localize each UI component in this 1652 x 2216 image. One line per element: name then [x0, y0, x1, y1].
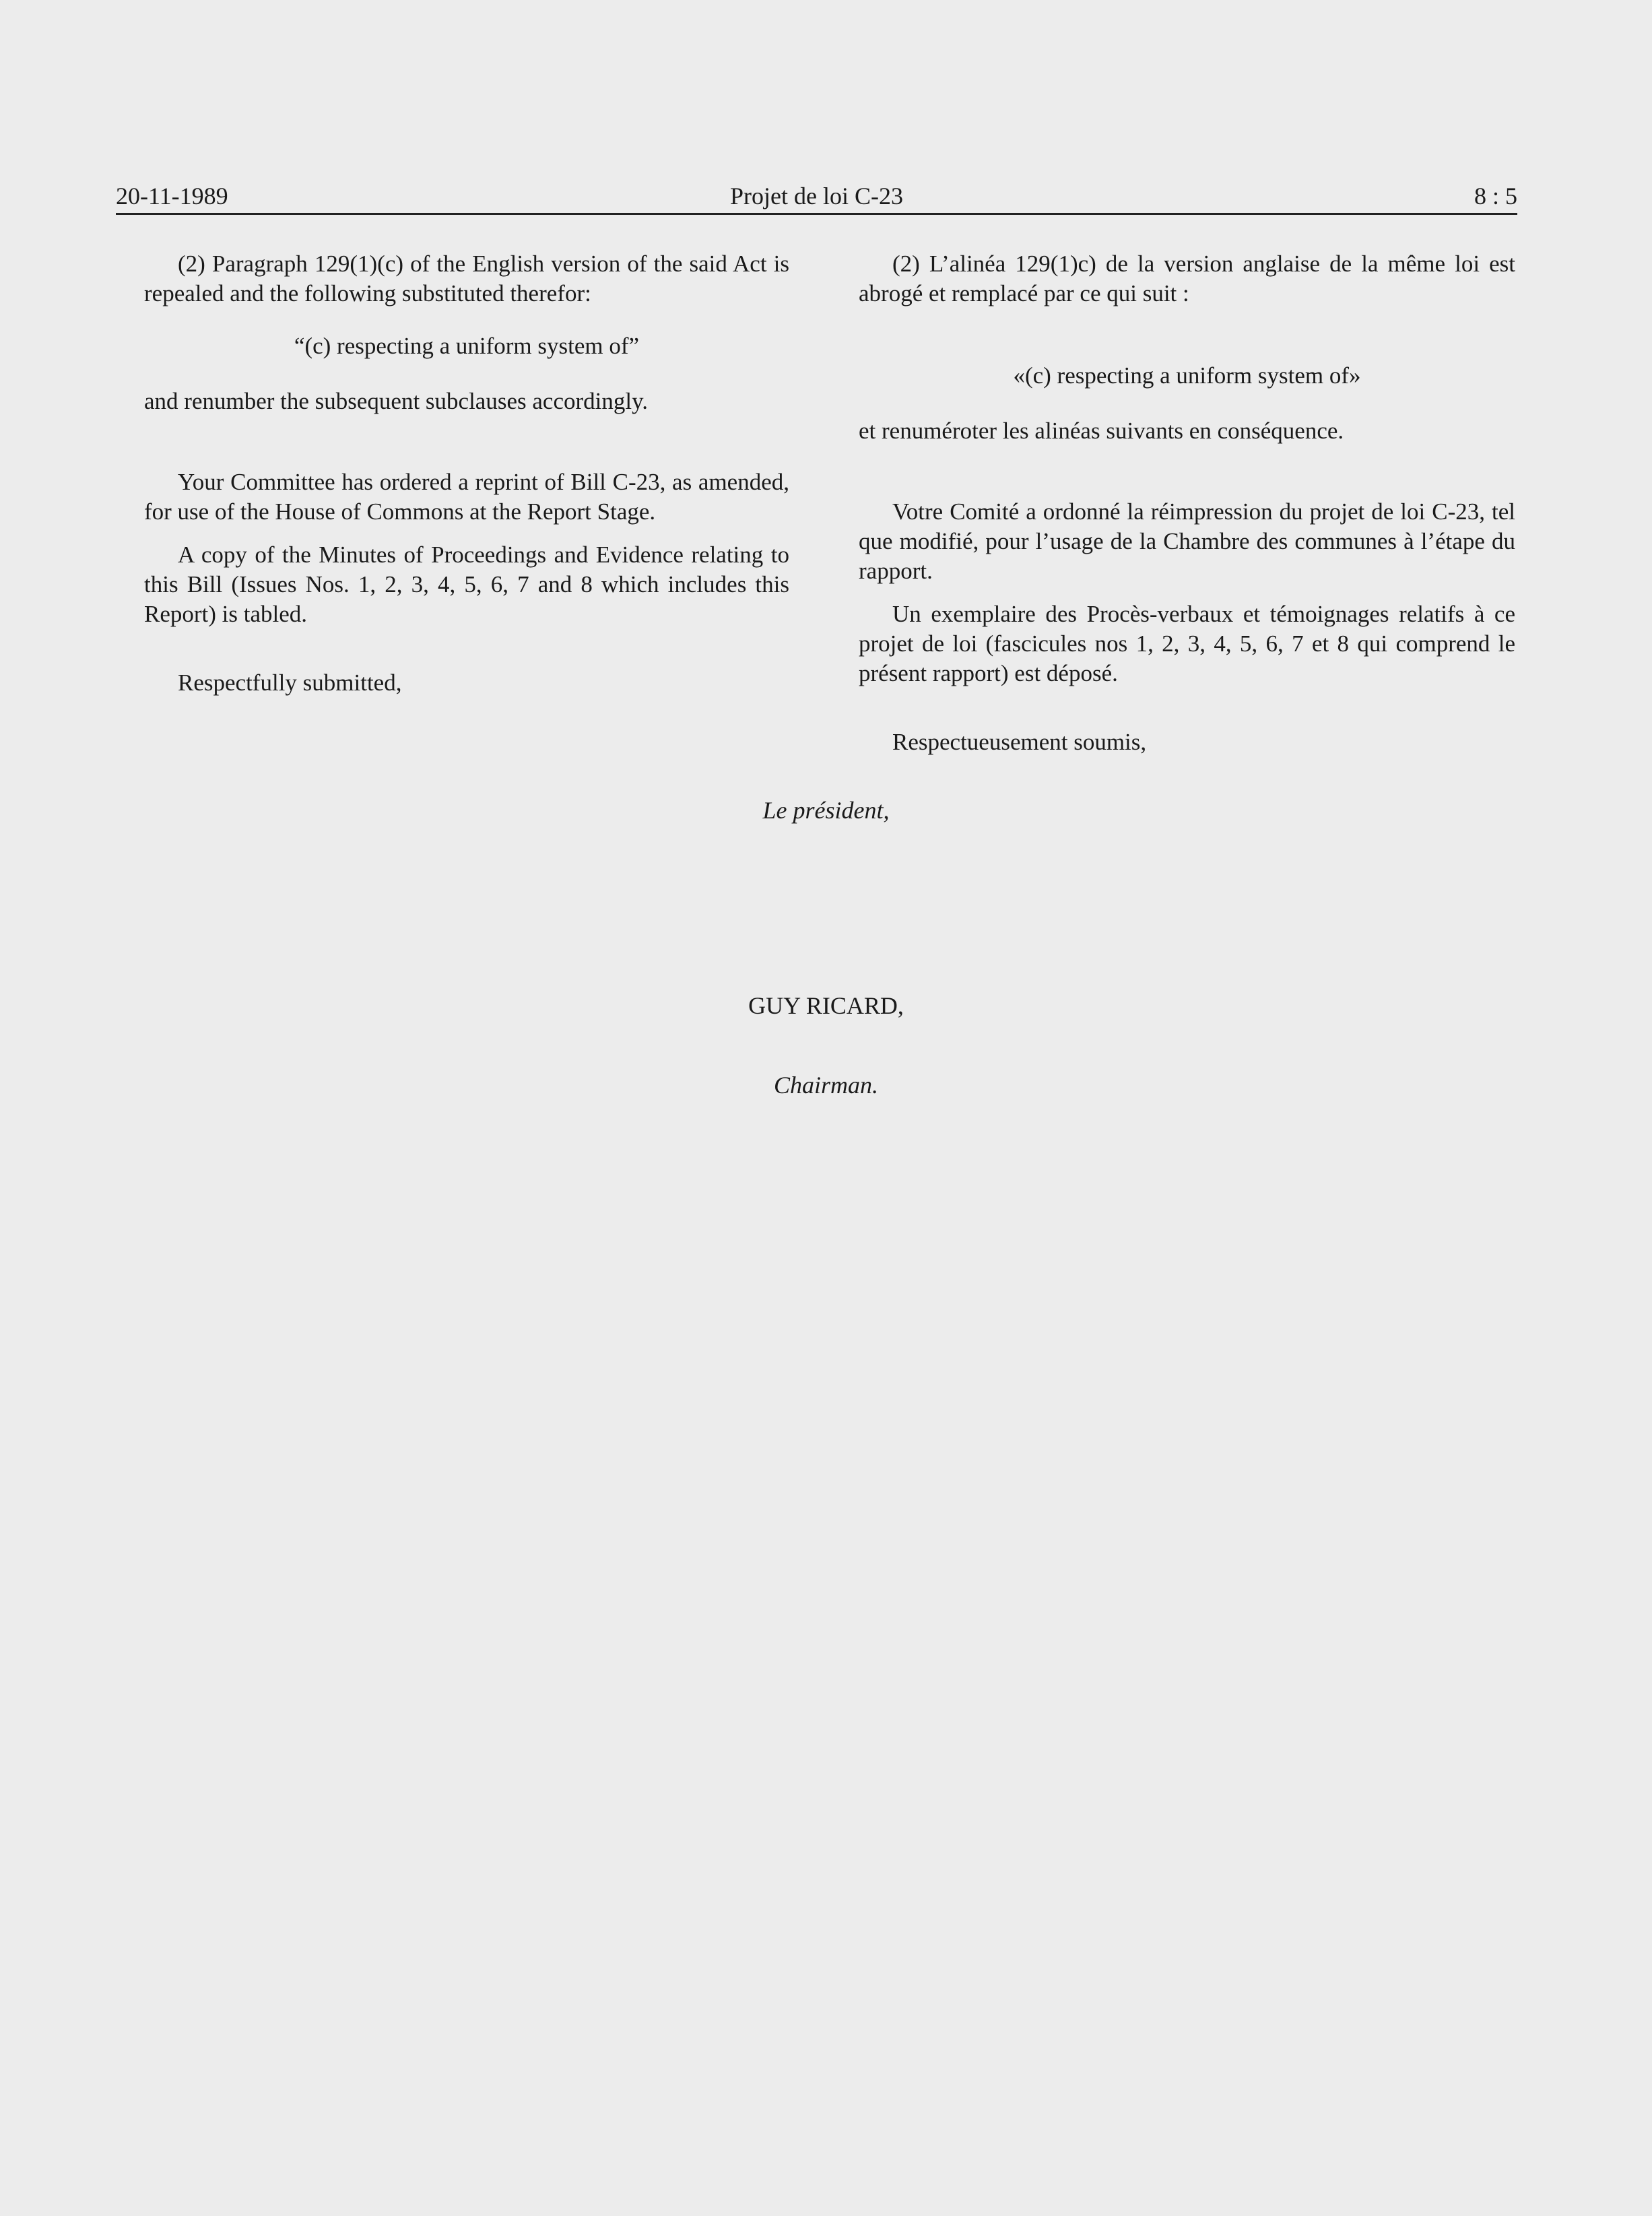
english-signoff: Respectfully submitted, — [178, 670, 402, 696]
header-page-number: 8 : 5 — [1474, 183, 1517, 209]
french-amendment-paragraph: (2) L’alinéa 129(1)c) de la version anglaise de la même loi est abrogé et remplacé par ce qui suit : — [859, 251, 1515, 306]
english-quoted-text: “(c) respecting a uniform system of” — [294, 333, 640, 359]
english-amendment-paragraph: (2) Paragraph 129(1)(c) of the English version of the said Act is repealed and the following substituted therefor: — [144, 251, 789, 306]
english-copy-paragraph: A copy of the Minutes of Proceedings and Evidence relating to this Bill (Issues Nos. 1, 2, 3, 4, 5, 6, 7 and 8 which includes this Report) is tabled. — [144, 542, 789, 627]
french-reprint-paragraph: Votre Comité a ordonné la réimpression du projet de loi C-23, tel que modifié, pour l’usage de la Chambre des communes à l’étape du rapport. — [859, 498, 1515, 584]
french-copy-paragraph: Un exemplaire des Procès-verbaux et témoignages relatifs à ce projet de loi (fascicules nos 1, 2, 3, 4, 5, 6, 7 et 8 qui comprend le présent rapport) est déposé. — [859, 601, 1515, 686]
chairman-title: Chairman. — [773, 1072, 879, 1099]
chairman-name: GUY RICARD, — [748, 992, 904, 1019]
header-title: Projet de loi C-23 — [730, 183, 903, 209]
page-header — [116, 179, 1517, 215]
english-reprint-paragraph: Your Committee has ordered a reprint of Bill C-23, as amended, for use of the House of Commons at the Report Stage. — [144, 469, 789, 525]
header-date: 20-11-1989 — [116, 183, 228, 209]
french-quoted-text: «(c) respecting a uniform system of» — [1013, 362, 1361, 389]
english-column — [144, 249, 789, 698]
french-signoff: Respectueusement soumis, — [892, 729, 1147, 755]
president-label: Le président, — [762, 797, 890, 824]
french-renumber-text: et renuméroter les alinéas suivants en conséquence. — [859, 418, 1344, 444]
french-column — [859, 249, 1515, 757]
english-renumber-text: and renumber the subsequent subclauses accordingly. — [144, 388, 649, 414]
